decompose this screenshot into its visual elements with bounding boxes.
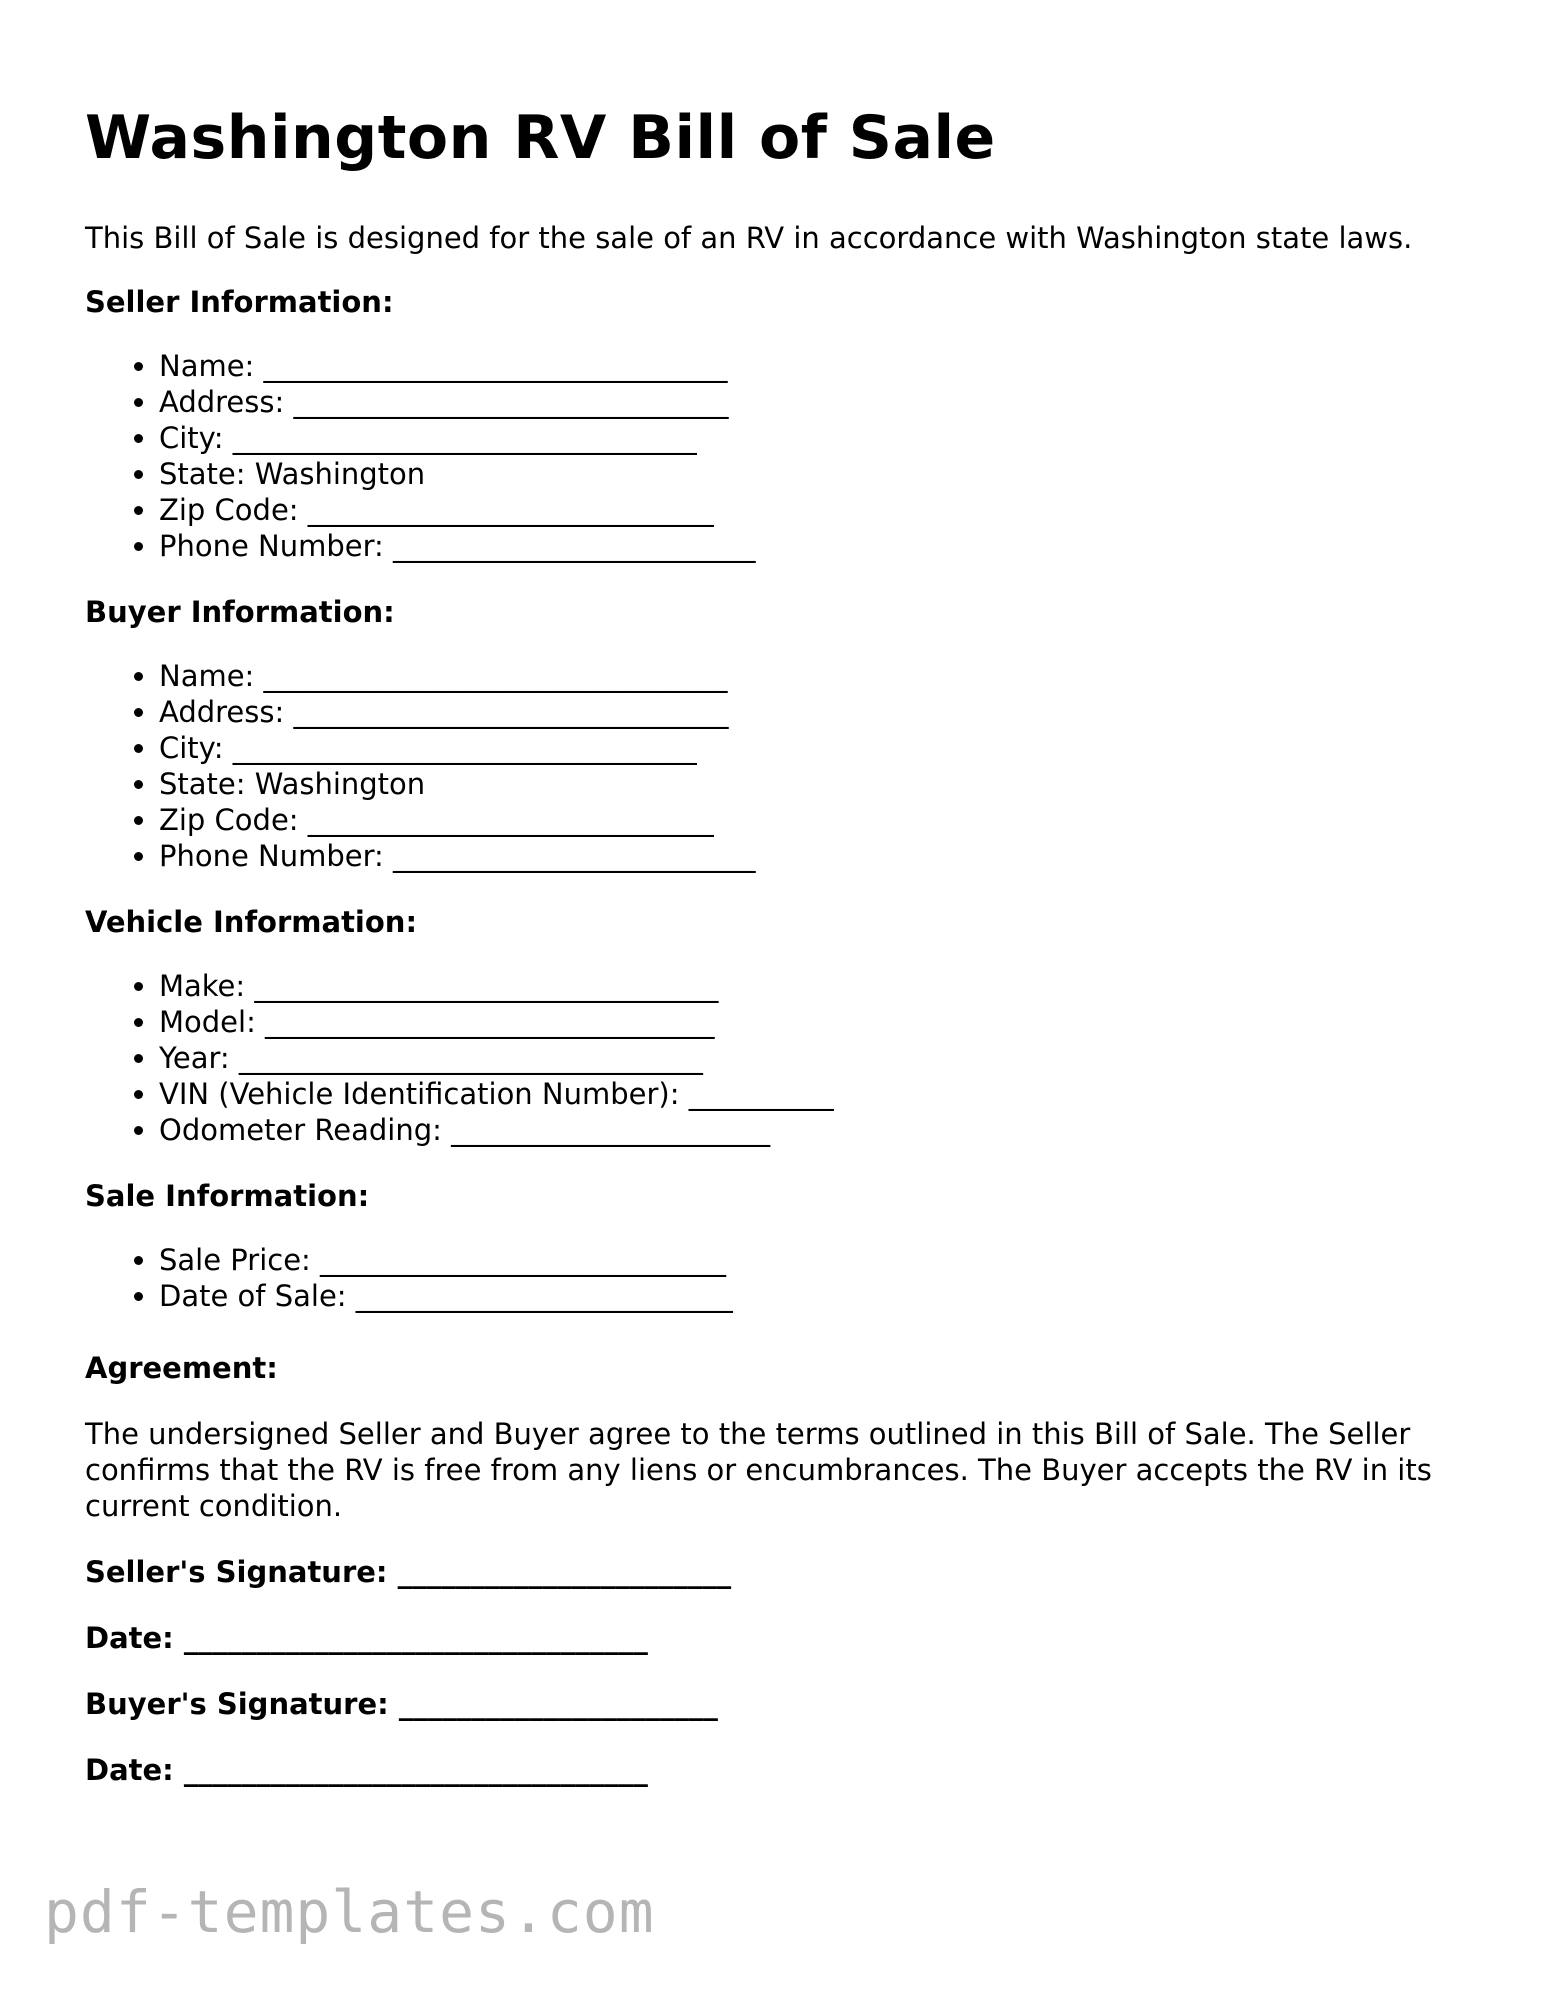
seller-signature-line: Seller's Signature: _______________________ — [85, 1555, 732, 1589]
watermark: pdf-templates.com — [44, 1878, 655, 1946]
vehicle-heading: Vehicle Information: — [85, 905, 418, 939]
buyer-state-field: • State: Washington — [159, 766, 756, 802]
intro-text: This Bill of Sale is designed for the sale of an RV in accordance with Washington state laws. — [85, 221, 1413, 255]
vehicle-model-field: • Model: _______________________________ — [159, 1004, 834, 1040]
vehicle-odometer-field: • Odometer Reading: ______________________ — [159, 1112, 834, 1148]
seller-city-field: • City: ________________________________ — [159, 420, 756, 456]
buyer-signature-line: Buyer's Signature: ______________________ — [85, 1687, 718, 1721]
page-title: Washington RV Bill of Sale — [85, 103, 996, 173]
seller-date-line: Date: ________________________________ — [85, 1621, 648, 1655]
buyer-date-line: Date: ________________________________ — [85, 1753, 648, 1787]
agreement-heading: Agreement: — [85, 1351, 278, 1385]
seller-phone-field: • Phone Number: _________________________ — [159, 528, 756, 564]
seller-zip-field: • Zip Code: ____________________________ — [159, 492, 756, 528]
agreement-text: The undersigned Seller and Buyer agree to the terms outlined in this Bill of Sale. The Seller confirms that the RV is free from any liens or encumbrances. The Buyer accepts the RV in its current condition. — [85, 1417, 1432, 1523]
buyer-phone-field: • Phone Number: _________________________ — [159, 838, 756, 874]
vehicle-fields — [85, 968, 834, 1148]
sale-price-field: • Sale Price: ____________________________ — [159, 1242, 733, 1278]
sale-date-field: • Date of Sale: __________________________ — [159, 1278, 733, 1314]
seller-state-field: • State: Washington — [159, 456, 756, 492]
vehicle-vin-field: • VIN (Vehicle Identification Number): __________ — [159, 1076, 834, 1112]
vehicle-year-field: • Year: ________________________________ — [159, 1040, 834, 1076]
sale-fields — [85, 1242, 733, 1314]
buyer-heading: Buyer Information: — [85, 595, 395, 629]
vehicle-make-field: • Make: ________________________________ — [159, 968, 834, 1004]
buyer-address-field: • Address: ______________________________ — [159, 694, 756, 730]
seller-name-field: • Name: ________________________________ — [159, 348, 756, 384]
seller-heading: Seller Information: — [85, 285, 394, 319]
buyer-city-field: • City: ________________________________ — [159, 730, 756, 766]
buyer-name-field: • Name: ________________________________ — [159, 658, 756, 694]
sale-heading: Sale Information: — [85, 1179, 370, 1213]
seller-address-field: • Address: ______________________________ — [159, 384, 756, 420]
buyer-zip-field: • Zip Code: ____________________________ — [159, 802, 756, 838]
buyer-fields — [85, 658, 756, 874]
seller-fields — [85, 348, 756, 564]
